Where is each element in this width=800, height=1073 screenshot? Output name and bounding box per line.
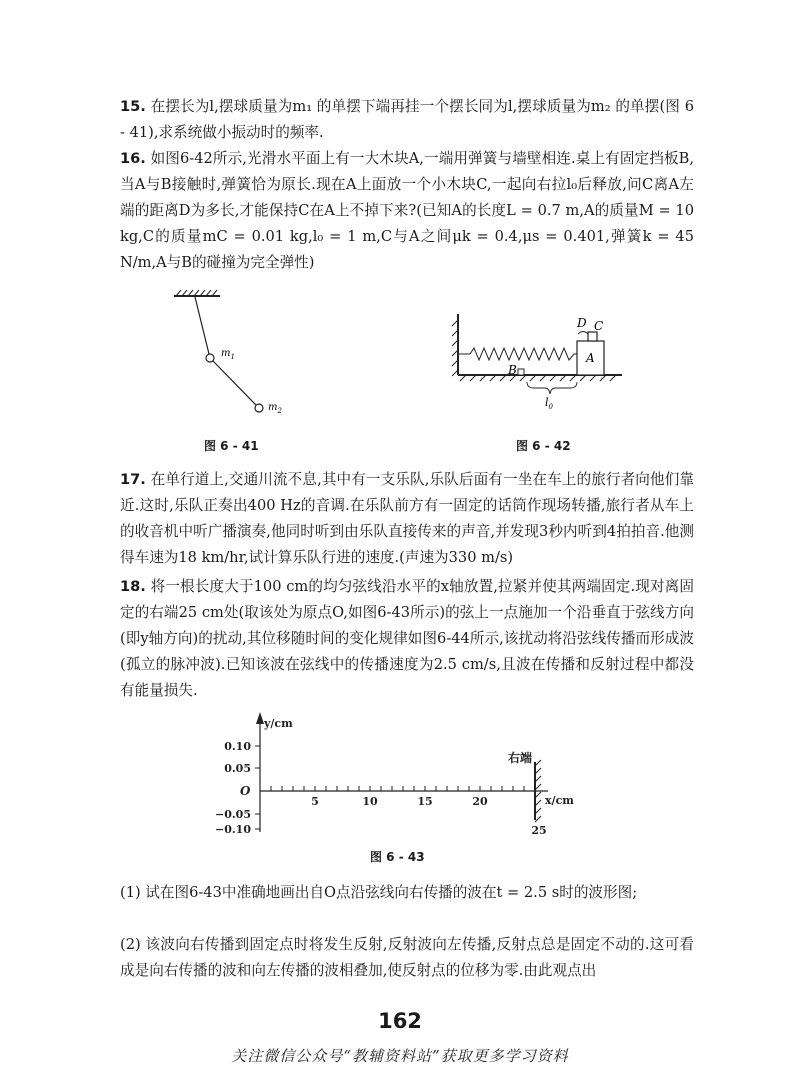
- x-axis-label: x/cm: [545, 794, 574, 807]
- page-number: 162: [378, 1009, 422, 1033]
- footer-watermark: 关注微信公众号“教辅资料站”获取更多学习资料: [231, 1047, 569, 1065]
- block-a-label: A: [586, 351, 595, 365]
- figure-caption: 图 6 - 42: [516, 439, 571, 453]
- problem-text: 将一根长度大于100 cm的均匀弦线沿水平的x轴放置,拉紧并使其两端固定.现对离固定的右端25 cm处(取该处为原点O,如图6-43所示)的弦上一点施加一个沿垂直于弦线方向(即y轴方向)的扰动,其位移随时间的变化规律如图6-44所示,该扰动将沿弦线传播而形成波(孤立的脉冲波).已知该波在弦线中的传播速度为2.5 cm/s,且波在传播和反射过程中都没有能量损失.: [120, 578, 694, 699]
- y-tick-label: 0.05: [224, 762, 251, 775]
- m1-label: $m_1$: [221, 348, 235, 361]
- sub-question-1: (1) 试在图6-43中准确地画出自O点沿弦线向右传播的波在t = 2.5 s时的波形图;: [120, 884, 638, 901]
- problem-text: 在单行道上,交通川流不息,其中有一支乐队,乐队后面有一坐在车上的旅行者向他们靠近.这时,乐队正奏出400 Hz的音调.在乐队前方有一固定的话筒作现场转播,旅行者从车上的收音机中听广播演奏,他同时听到由乐队直接传来的声音,并发现3秒内听到4拍拍音.他测得车速为18 km/hr,试计算乐队行进的速度.(声速为330 m/s): [120, 471, 694, 566]
- m2-label: $m_2$: [268, 402, 282, 415]
- problem-number: 17.: [120, 471, 146, 488]
- problem-number: 18.: [120, 578, 146, 595]
- problem-text: 如图6-42所示,光滑水平面上有一大木块A,一端用弹簧与墙壁相连.桌上有固定挡板B,当A与B接触时,弹簧恰为原长.现在A上面放一个小木块C,一起向右拉l₀后释放,问C离A左端的距离D为多长,才能保持C在A上不掉下来?(已知A的长度L = 0.7 m,A的质量M = 10 kg,C的质量mC = 0.01 kg,l₀ = 1 m,C与A之间μk = 0.4,μs = 0.401,弹簧k = 45 N/m,A与B的碰撞为完全弹性): [120, 150, 695, 271]
- y-tick-label: −0.05: [214, 808, 251, 821]
- x-tick-label: 10: [362, 795, 378, 808]
- x-tick-label: 25: [531, 824, 547, 837]
- figure-caption: 图 6 - 41: [204, 439, 259, 453]
- y-tick-label: 0.10: [224, 740, 251, 753]
- right-end-label: 右端: [508, 751, 533, 765]
- stop-b-label: B: [508, 363, 517, 377]
- origin-label: O: [240, 784, 251, 798]
- x-tick-label: 20: [472, 795, 488, 808]
- problem-number: 15.: [120, 98, 146, 115]
- l0-label: $l_0$: [545, 396, 553, 411]
- distance-d-label: D: [577, 316, 587, 330]
- block-c-label: C: [594, 319, 604, 333]
- y-axis-label: y/cm: [264, 717, 293, 730]
- x-tick-label: 15: [417, 795, 433, 808]
- x-tick-label: 5: [311, 795, 319, 808]
- y-tick-label: −0.10: [214, 823, 251, 836]
- sub-question-2: (2) 该波向右传播到固定点时将发生反射,反射波向左传播,反射点总是固定不动的.这可看成是向右传播的波和向左传播的波相叠加,使反射点的位移为零.由此观点出: [120, 936, 694, 979]
- problem-text: 在摆长为l,摆球质量为m₁ 的单摆下端再挂一个摆长同为l,摆球质量为m₂ 的单摆(图 6 - 41),求系统做小振动时的频率.: [120, 98, 694, 141]
- figure-caption: 图 6 - 43: [370, 850, 425, 864]
- problem-number: 16.: [120, 150, 146, 167]
